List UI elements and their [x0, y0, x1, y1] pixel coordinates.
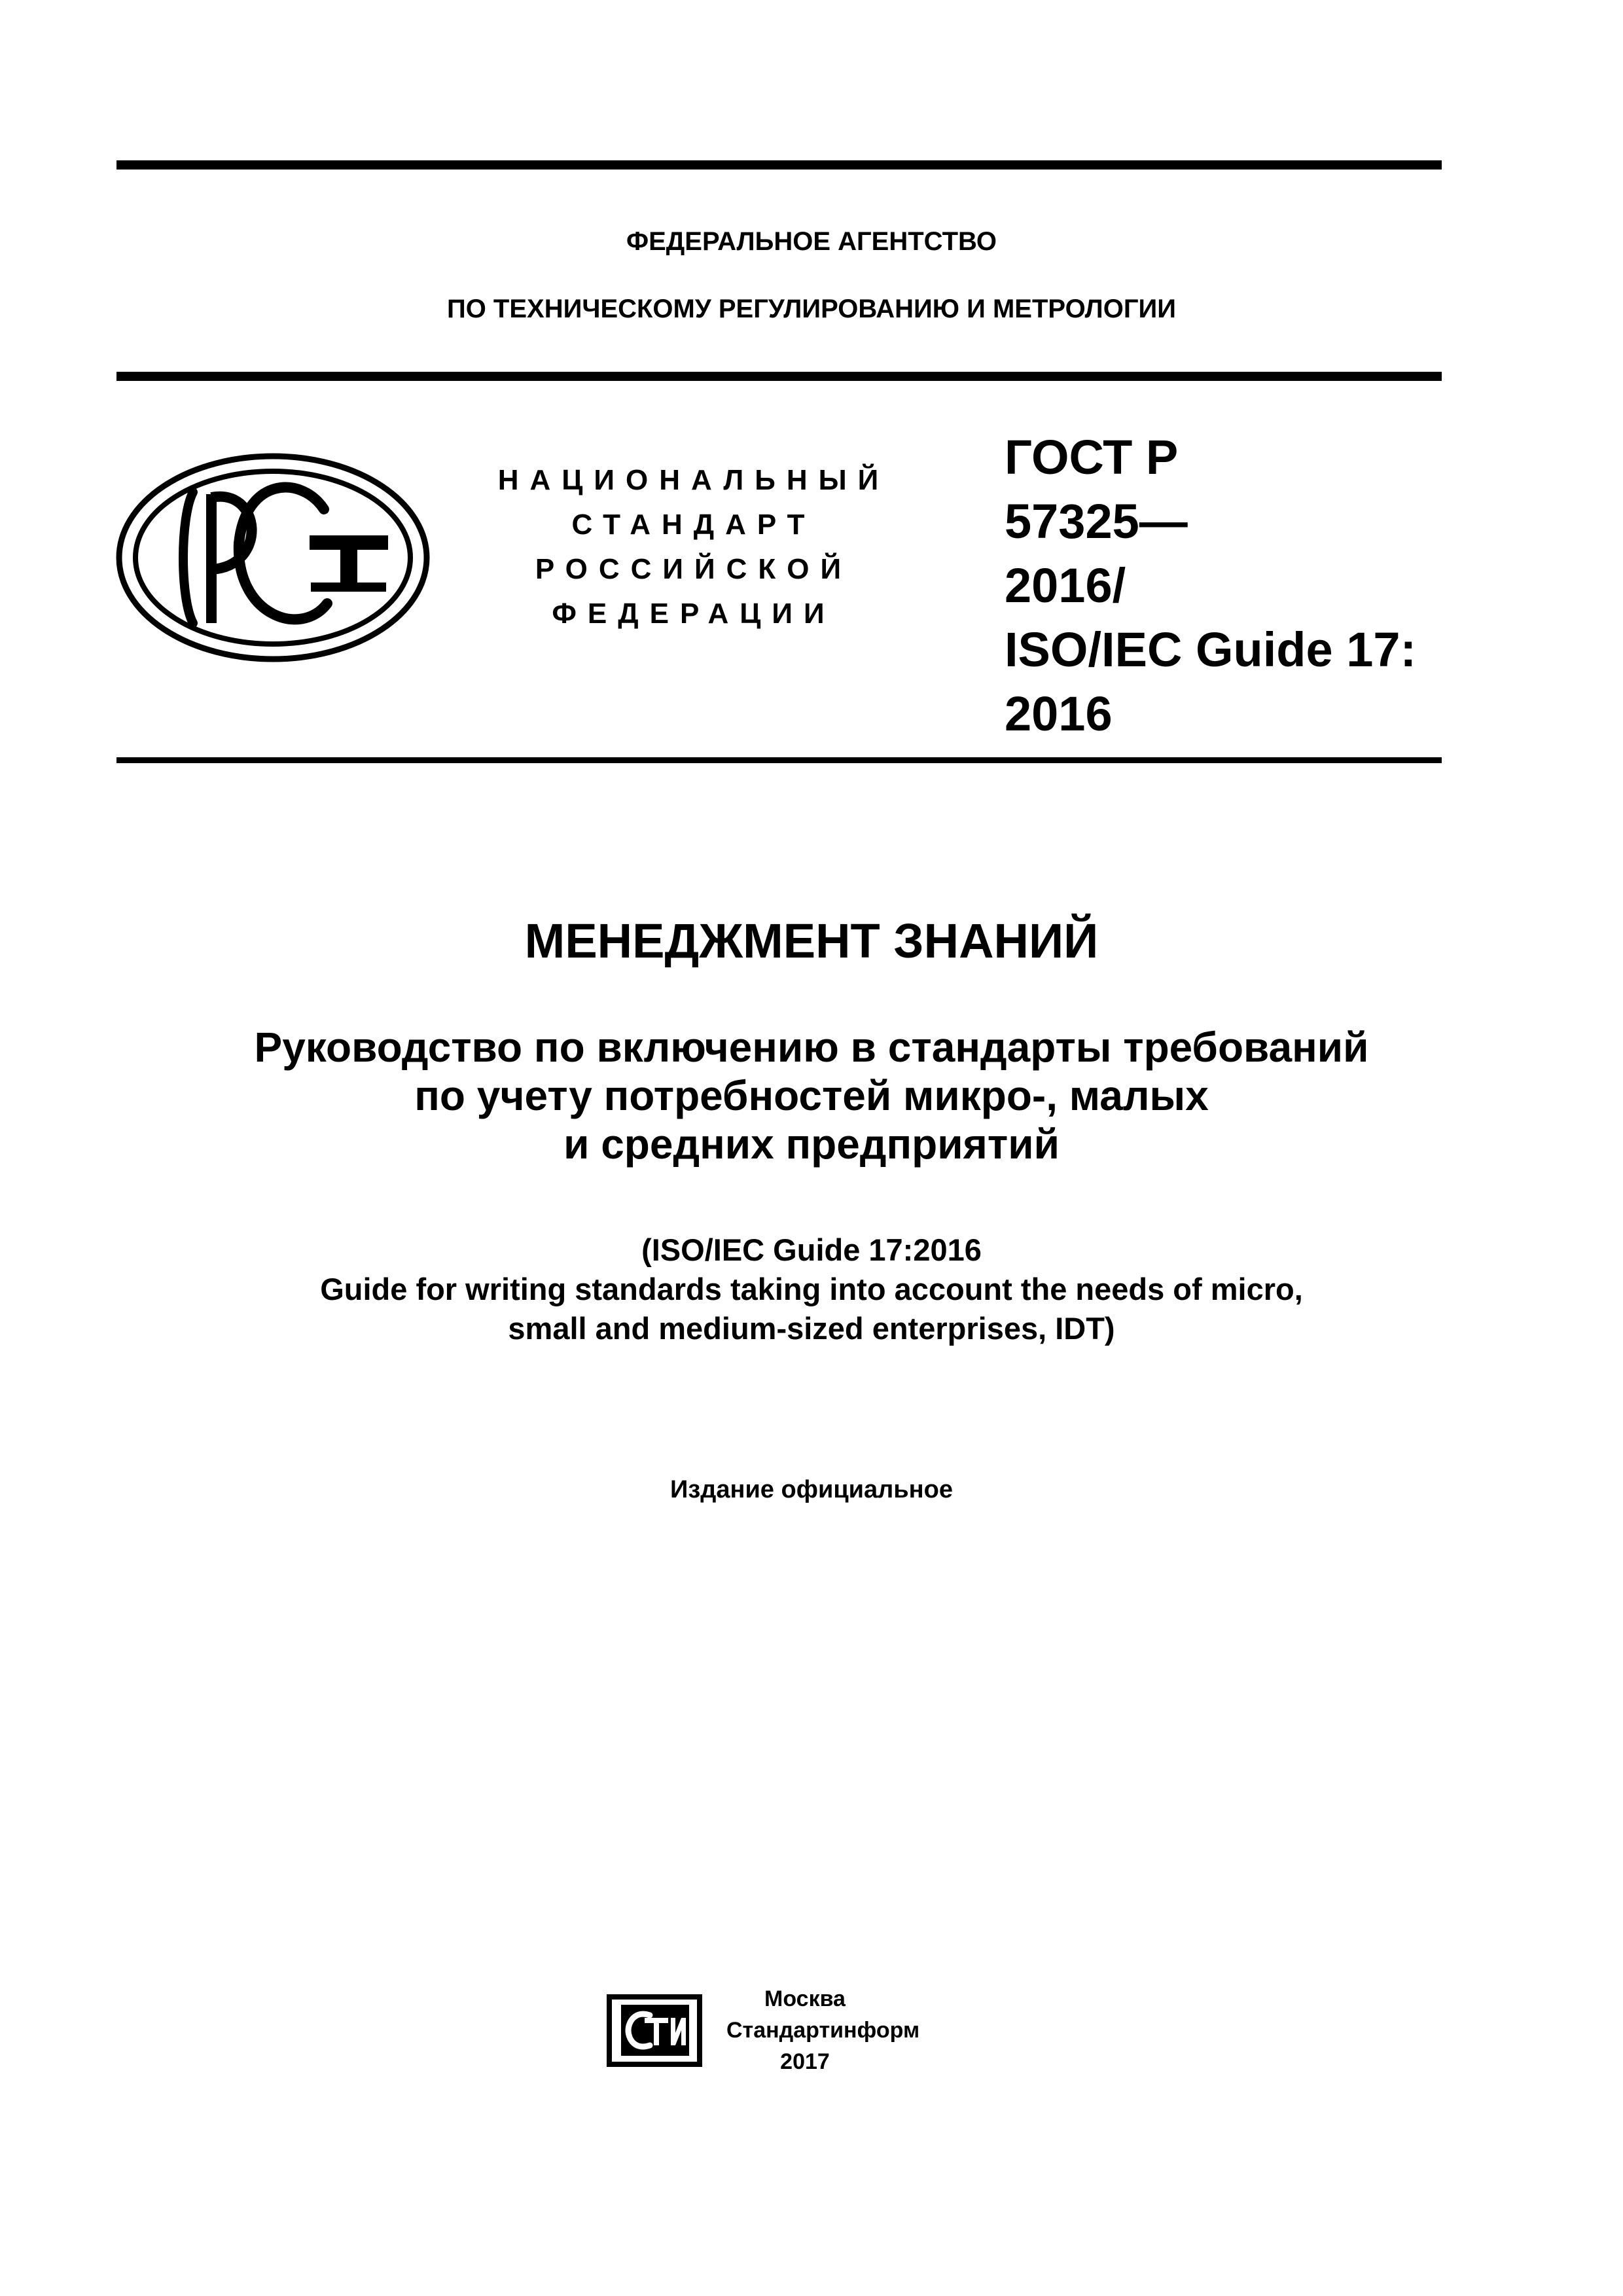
standartinform-logo	[605, 1993, 704, 2068]
top-rule	[116, 160, 1442, 170]
edition-label: Издание официальное	[670, 1476, 953, 1503]
national-standard-line1: НАЦИОНАЛЬНЫЙ	[497, 464, 890, 496]
document-main-title: МЕНЕДЖМЕНТ ЗНАНИЙ	[524, 914, 1099, 968]
header-bottom-rule	[116, 372, 1442, 381]
agency-name-line1: ФЕДЕРАЛЬНОЕ АГЕНТСТВО	[626, 227, 997, 256]
publisher-info	[726, 1983, 920, 2077]
document-subtitle-line3: и средних предприятий	[563, 1121, 1060, 1168]
rst-mark-logo	[115, 452, 432, 664]
publication-year: 2017	[780, 2049, 830, 2074]
standard-designation	[1005, 425, 1416, 746]
designation-bottom-rule	[116, 757, 1442, 763]
document-subtitle-line1: Руководство по включению в стандарты требований	[254, 1024, 1369, 1071]
publisher-name: Стандартинформ	[726, 2018, 920, 2043]
national-standard-label	[458, 458, 929, 636]
publisher-city: Москва	[764, 1986, 846, 2011]
agency-name-line2: ПО ТЕХНИЧЕСКОМУ РЕГУЛИРОВАНИЮ И МЕТРОЛОГИИ	[446, 295, 1177, 323]
english-title-line2: Guide for writing standards taking into account the needs of micro,	[320, 1272, 1303, 1306]
document-subtitle-line2: по учету потребностей микро-, малых	[414, 1072, 1209, 1119]
national-standard-line3: РОССИЙСКОЙ	[535, 553, 853, 585]
designation-line2: 57325—	[1005, 494, 1188, 548]
national-standard-line2: СТАНДАРТ	[571, 509, 816, 541]
national-standard-line4: ФЕДЕРАЦИИ	[552, 598, 836, 630]
designation-line4: ISO/IEC Guide 17:	[1005, 622, 1417, 677]
english-title-line1: (ISO/IEC Guide 17:2016	[641, 1232, 982, 1267]
english-title-line3: small and medium-sized enterprises, IDT)	[508, 1311, 1115, 1346]
designation-line5: 2016	[1005, 687, 1113, 741]
designation-line3: 2016/	[1005, 558, 1126, 613]
designation-line1: ГОСТ Р	[1005, 430, 1179, 484]
